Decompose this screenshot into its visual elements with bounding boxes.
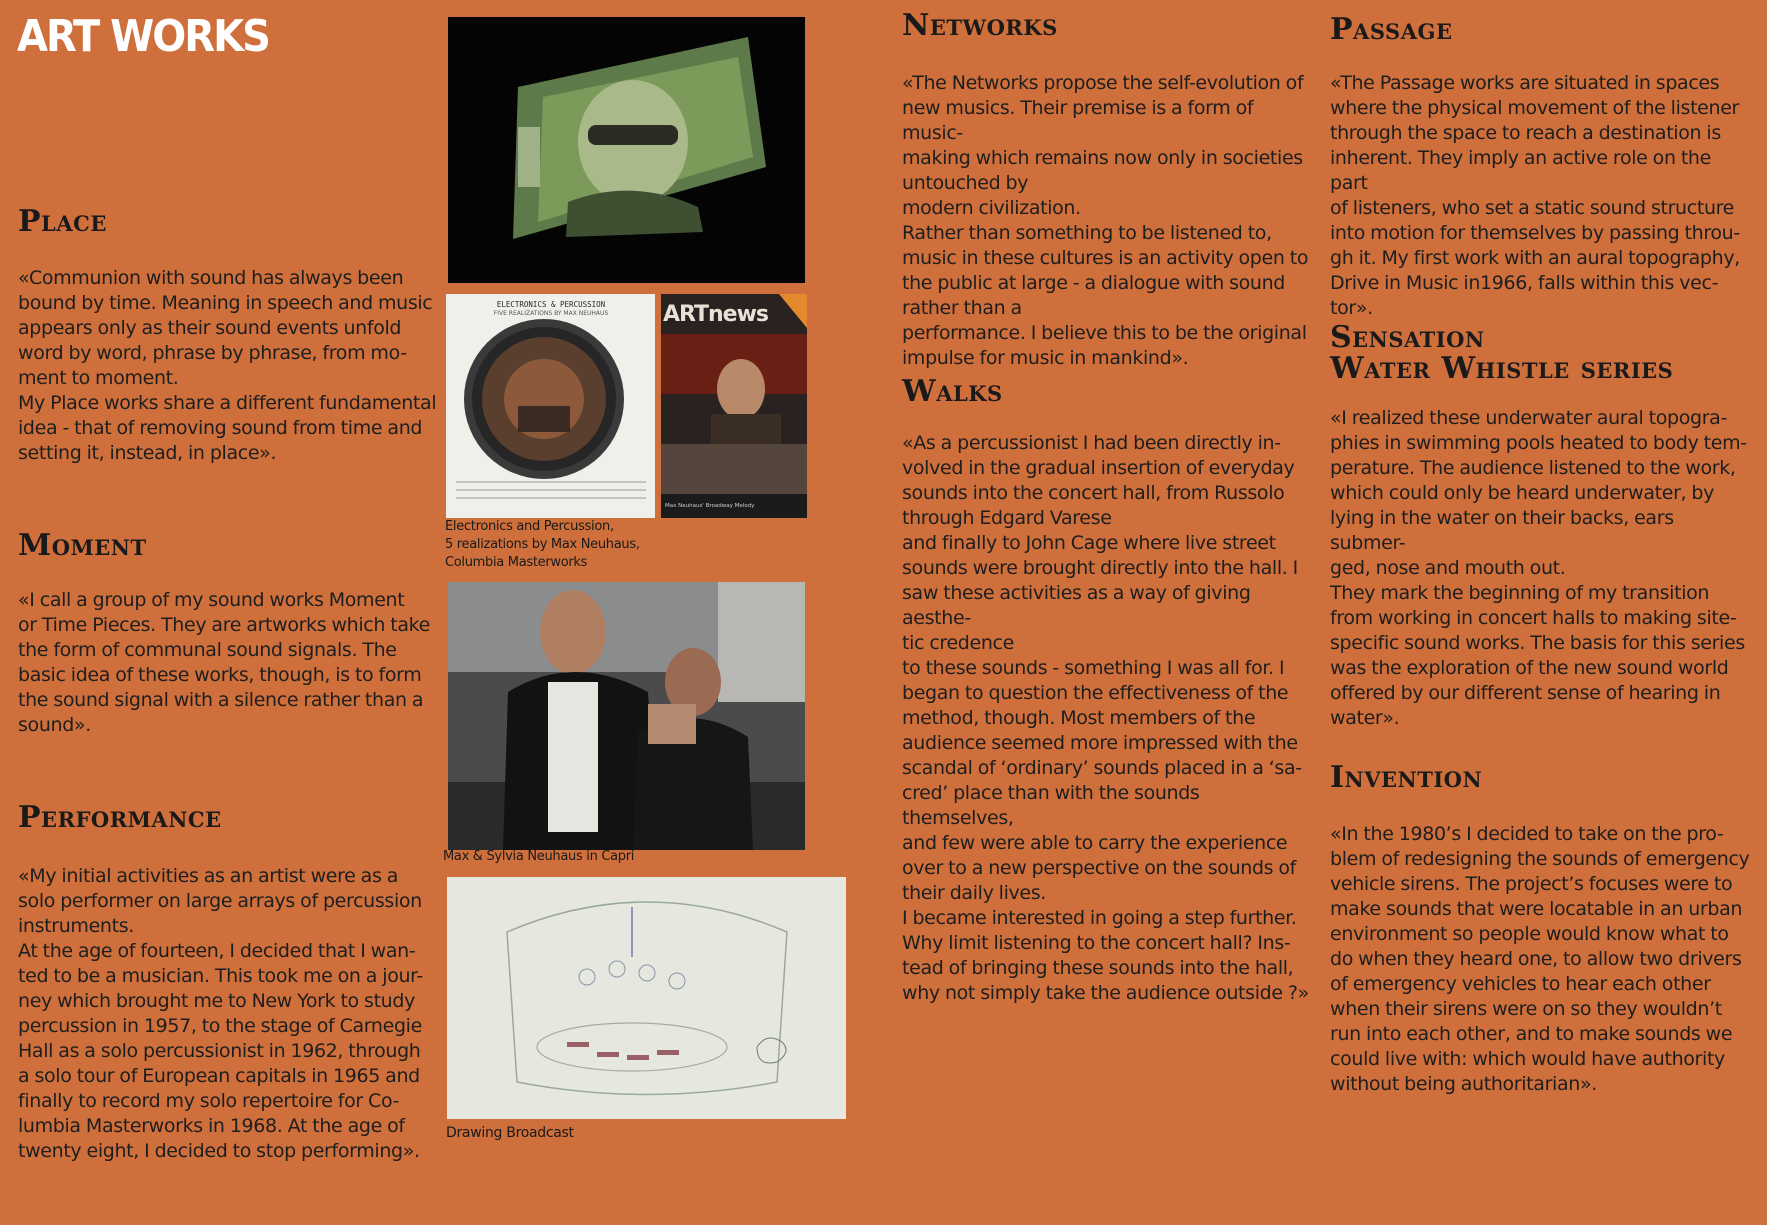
walks-text: «As a percussionist I had been directly in- volved in the gradual insertion of everyday sounds into the concert hall, from Russolo through Edgard Varese and finally to John Cage where live street sounds were brought directly into the hall. I saw these activities as a way of giving aesthe- tic credence to these sounds - something I was all for. I began to question the effectiveness of the method, though. Most members of the audience seemed more impressed with the scandal of ‘ordinary’ sounds placed in a ‘sa- cred’ place than with the sounds themselves, and few were able to carry the experience over to a new perspective on the sounds of their daily lives. I became interested in going a step further. Why limit listening to the concert hall? Ins- tead of bringing these sounds into the hall, why not simply take the audience outside ?»	[902, 432, 1309, 1004]
networks-heading: Networks	[902, 8, 1058, 43]
passage-heading: Passage	[1330, 12, 1453, 47]
walks-heading: Walks	[902, 374, 1003, 409]
record-caption: Electronics and Percussion, 5 realizations by Max Neuhaus, Columbia Masterworks	[445, 519, 640, 570]
couple-caption: Max & Sylvia Neuhaus in Capri	[443, 849, 635, 864]
sensation-heading: Sensation	[1330, 320, 1485, 355]
performance-text: «My initial activities as an artist were as a solo performer on large arrays of percussion instruments. At the age of fourteen, I decided that I wan- ted to be a musician. This took me on a jour- ney which brought me to New York to study percussion in 1957, to the stage of Carnegie Hall as a solo percussionist in 1962, through a solo tour of European capitals in 1965 and finally to record my solo repertoire for Co- lumbia Masterworks in 1968. At the age of twenty eight, I decided to stop performing».	[18, 865, 423, 1162]
place-text: «Communion with sound has always been bound by time. Meaning in speech and music appears only as their sound events unfold word by word, phrase by phrase, from mo- ment to moment. My Place works share a different fundamental idea - that of removing sound from time and setting it, instead, in place».	[18, 267, 437, 464]
water-whistle-heading: Water Whistle series	[1330, 351, 1674, 386]
couple-photo	[448, 582, 805, 850]
moment-heading: Moment	[18, 528, 147, 563]
brand-title: ART WORKS	[17, 12, 269, 62]
place-heading: Place	[18, 204, 107, 239]
invention-text: «In the 1980’s I decided to take on the pro- blem of redesigning the sounds of emergency vehicle sirens. The project’s focuses were to make sounds that were locatable in an urban environment so people would know what to do when they heard one, to allow two drivers of emergency vehicles to hear each other when their sirens were on so they wouldn’t run into each other, and to make sounds we could live with: which would have authority without being authoritarian».	[1330, 823, 1750, 1095]
moment-text: «I call a group of my sound works Moment or Time Pieces. They are artworks which take the form of communal sound signals. The basic idea of these works, though, is to form the sound signal with a silence rather than a sound».	[18, 589, 430, 736]
invention-heading: Invention	[1330, 760, 1483, 795]
drawing-caption: Drawing Broadcast	[446, 1125, 574, 1141]
passage-text: «The Passage works are situated in spaces where the physical movement of the listener through the space to reach a destination is inherent. They imply an active role on the part of listeners, who set a static sound structure into motion for themselves by passing throu- gh it. My first work with an aural topography, Drive in Music in1966, falls within this vec- tor».	[1330, 72, 1740, 319]
drawing-broadcast-image	[447, 877, 846, 1119]
record-cover-image	[446, 294, 655, 518]
networks-text: «The Networks propose the self-evolution of new musics. Their premise is a form of music- making which remains now only in societies untouched by modern civilization. Rather than something to be listened to, music in these cultures is an activity open to the public at large - a dialogue with sound rather than a performance. I believe this to be the original impulse for music in mankind».	[902, 72, 1309, 369]
sensation-text: «I realized these underwater aural topogra- phies in swimming pools heated to body tem- perature. The audience listened to the work, which could only be heard underwater, by lying in the water on their backs, ears submer- ged, nose and mouth out. They mark the beginning of my transition from working in concert halls to making site- specific sound works. The basis for this series was the exploration of the new sound world offered by our different sense of hearing in water».	[1330, 407, 1747, 729]
magazine-cover-image	[661, 294, 807, 518]
record-cover-title: ELECTRONICS & PERCUSSION	[496, 300, 606, 309]
video-projection-photo	[448, 17, 805, 283]
performance-heading: Performance	[18, 800, 222, 835]
record-cover-subtitle: FIVE REALIZATIONS BY MAX NEUHAUS	[493, 310, 609, 317]
magazine-footer: Max Neuhaus' Broadway Melody	[665, 503, 755, 509]
magazine-masthead: ARTnews	[663, 302, 768, 327]
